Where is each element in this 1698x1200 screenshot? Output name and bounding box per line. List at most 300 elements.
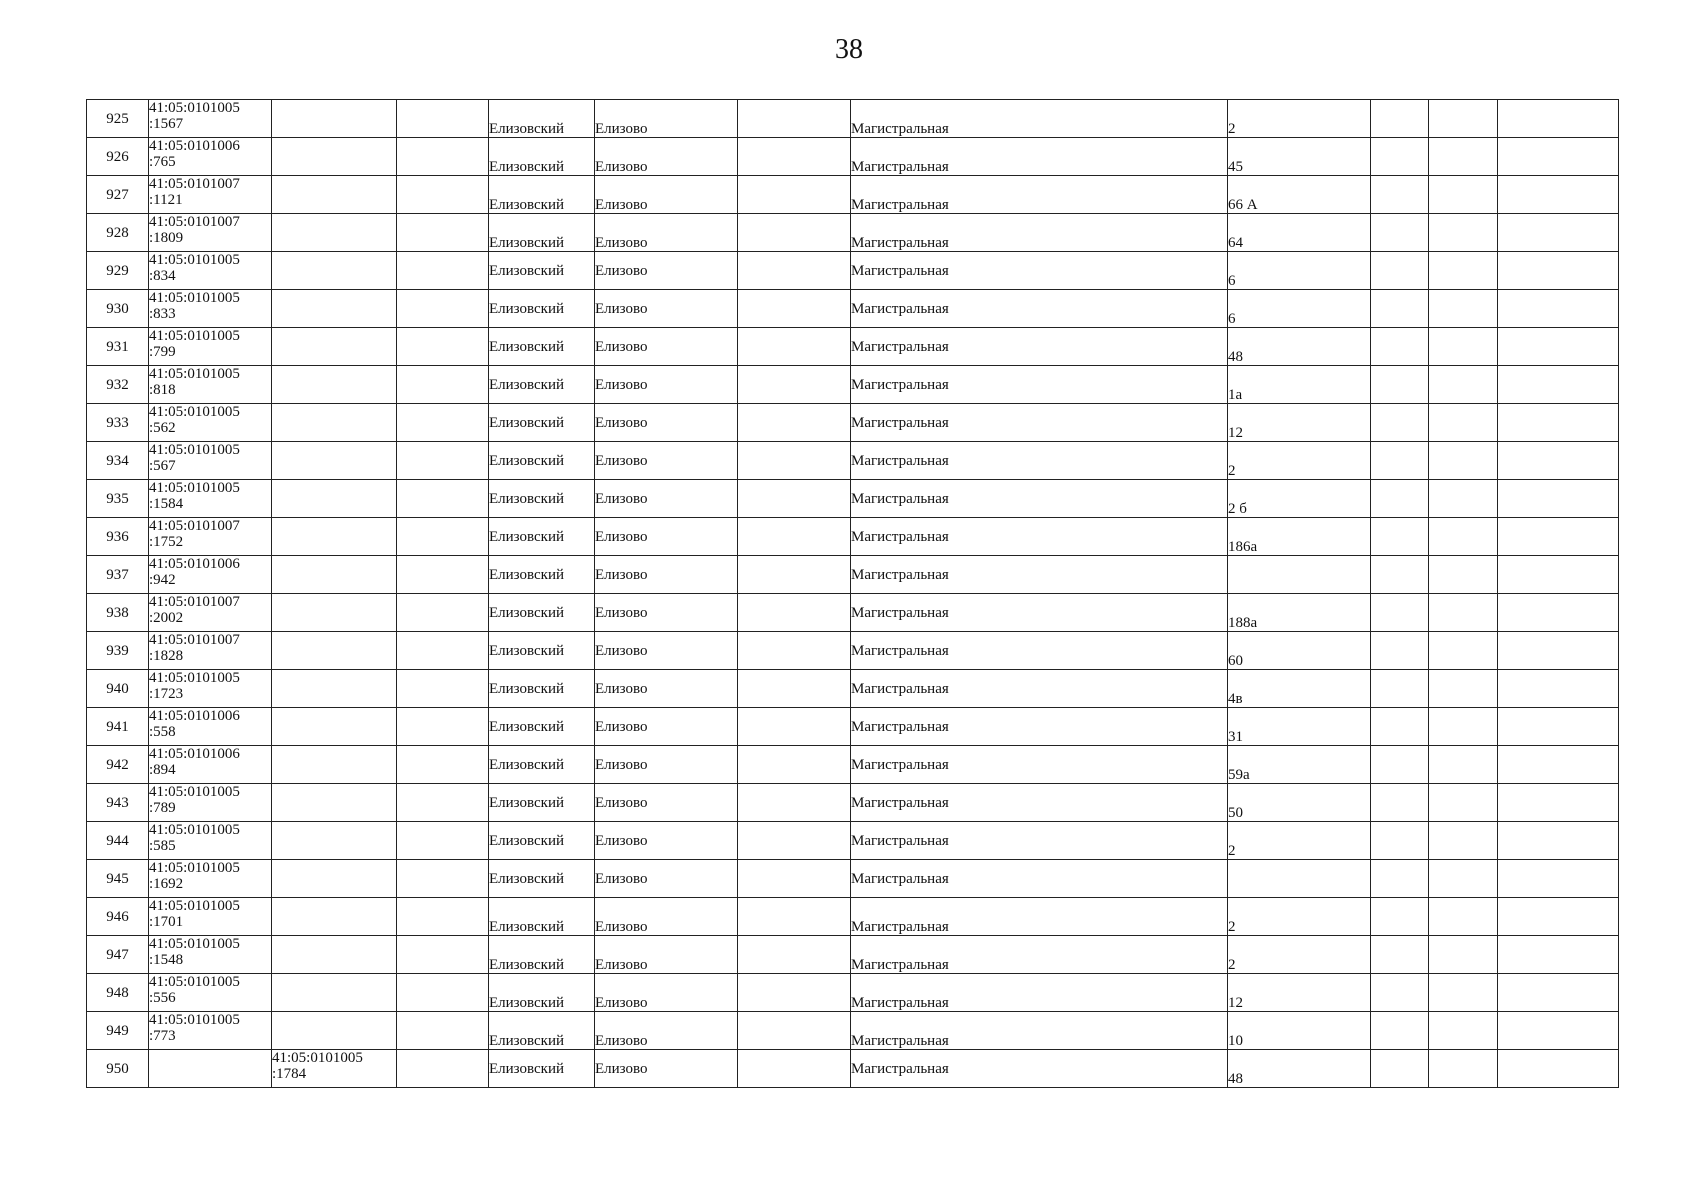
table-row	[87, 328, 1619, 366]
house-number-cell: 12	[1228, 974, 1371, 1012]
empty-cell	[1429, 860, 1498, 898]
empty-cell	[397, 594, 489, 632]
empty-cell	[1429, 1050, 1498, 1088]
district-cell: Елизовский	[489, 290, 595, 328]
empty-cell	[738, 214, 851, 252]
empty-cell	[738, 708, 851, 746]
street-cell: Магистральная	[851, 822, 1228, 860]
row-number: 950	[87, 1050, 149, 1088]
table-row	[87, 936, 1619, 974]
empty-cell	[1429, 974, 1498, 1012]
cadastral-number-line2: :818	[149, 382, 176, 398]
street-cell: Магистральная	[851, 746, 1228, 784]
empty-cell	[397, 138, 489, 176]
street-cell: Магистральная	[851, 860, 1228, 898]
empty-cell	[1371, 632, 1429, 670]
empty-cell	[738, 176, 851, 214]
cadastral-number-line2: :894	[149, 762, 176, 778]
empty-cell	[738, 328, 851, 366]
empty-cell	[1429, 100, 1498, 138]
district-cell: Елизовский	[489, 252, 595, 290]
cadastral-number-line1: 41:05:0101005	[149, 100, 240, 116]
table-row	[87, 556, 1619, 594]
empty-cell	[272, 974, 397, 1012]
cadastral-number-line2: :789	[149, 800, 176, 816]
page-number: 38	[835, 34, 863, 65]
empty-cell	[1429, 366, 1498, 404]
cadastral-number-line2: :799	[149, 344, 176, 360]
empty-cell	[1498, 1050, 1619, 1088]
house-number-cell: 60	[1228, 632, 1371, 670]
empty-cell	[272, 1012, 397, 1050]
cadastral-number-cell	[149, 366, 272, 404]
cadastral-number-line2: :1701	[149, 914, 184, 930]
city-cell: Елизово	[595, 708, 738, 746]
cadastral-number-line1: 41:05:0101005	[149, 328, 240, 344]
empty-cell	[149, 1050, 272, 1088]
table-row	[87, 594, 1619, 632]
empty-cell	[738, 670, 851, 708]
empty-cell	[1371, 860, 1429, 898]
street-cell: Магистральная	[851, 708, 1228, 746]
empty-cell	[738, 784, 851, 822]
cadastral-number-cell	[149, 974, 272, 1012]
district-cell: Елизовский	[489, 176, 595, 214]
house-number-cell: 2	[1228, 936, 1371, 974]
empty-cell	[1371, 442, 1429, 480]
empty-cell	[272, 632, 397, 670]
cadastral-number-line2: :1692	[149, 876, 184, 892]
empty-cell	[1371, 1050, 1429, 1088]
city-cell: Елизово	[595, 176, 738, 214]
empty-cell	[1498, 100, 1619, 138]
table-row	[87, 632, 1619, 670]
city-cell: Елизово	[595, 594, 738, 632]
cadastral-number-line1: 41:05:0101005	[149, 252, 240, 268]
cadastral-number-cell	[149, 138, 272, 176]
table-row	[87, 1012, 1619, 1050]
empty-cell	[1371, 898, 1429, 936]
empty-cell	[738, 442, 851, 480]
cadastral-number-line2: :1723	[149, 686, 184, 702]
house-number-cell: 48	[1228, 1050, 1371, 1088]
empty-cell	[397, 290, 489, 328]
table-row	[87, 518, 1619, 556]
house-number-cell: 50	[1228, 784, 1371, 822]
empty-cell	[1429, 822, 1498, 860]
empty-cell	[272, 480, 397, 518]
empty-cell	[738, 290, 851, 328]
cadastral-number-line1: 41:05:0101006	[149, 138, 240, 154]
empty-cell	[272, 176, 397, 214]
district-cell: Елизовский	[489, 442, 595, 480]
city-cell: Елизово	[595, 936, 738, 974]
city-cell: Елизово	[595, 518, 738, 556]
cadastral-number-line2: :942	[149, 572, 176, 588]
cadastral-number-cell	[149, 784, 272, 822]
house-number-cell: 186а	[1228, 518, 1371, 556]
empty-cell	[1429, 290, 1498, 328]
street-cell: Магистральная	[851, 1050, 1228, 1088]
row-number: 940	[87, 670, 149, 708]
empty-cell	[397, 518, 489, 556]
row-number: 941	[87, 708, 149, 746]
empty-cell	[738, 974, 851, 1012]
city-cell: Елизово	[595, 328, 738, 366]
cadastral-number-line2: :773	[149, 1028, 176, 1044]
empty-cell	[1371, 1012, 1429, 1050]
empty-cell	[1498, 746, 1619, 784]
table-row	[87, 860, 1619, 898]
cadastral-number-cell	[149, 822, 272, 860]
empty-cell	[1371, 822, 1429, 860]
empty-cell	[738, 366, 851, 404]
cadastral-number-cell	[149, 936, 272, 974]
table-row	[87, 290, 1619, 328]
street-cell: Магистральная	[851, 442, 1228, 480]
street-cell: Магистральная	[851, 404, 1228, 442]
cadastral-number-line1: 41:05:0101006	[149, 708, 240, 724]
empty-cell	[1498, 594, 1619, 632]
district-cell: Елизовский	[489, 632, 595, 670]
street-cell: Магистральная	[851, 252, 1228, 290]
empty-cell	[1429, 746, 1498, 784]
empty-cell	[272, 708, 397, 746]
empty-cell	[1371, 176, 1429, 214]
row-number: 936	[87, 518, 149, 556]
empty-cell	[397, 176, 489, 214]
district-cell: Елизовский	[489, 784, 595, 822]
cadastral-number-cell	[149, 214, 272, 252]
cadastral-number-line1: 41:05:0101005	[149, 784, 240, 800]
empty-cell	[1429, 328, 1498, 366]
empty-cell	[738, 822, 851, 860]
empty-cell	[1429, 1012, 1498, 1050]
street-cell: Магистральная	[851, 974, 1228, 1012]
district-cell: Елизовский	[489, 670, 595, 708]
cadastral-number-line1: 41:05:0101005	[149, 404, 240, 420]
empty-cell	[1429, 594, 1498, 632]
cadastral-number-cell	[149, 556, 272, 594]
house-number-cell: 66 А	[1228, 176, 1371, 214]
empty-cell	[738, 1012, 851, 1050]
empty-cell	[397, 746, 489, 784]
empty-cell	[1498, 442, 1619, 480]
table-row	[87, 366, 1619, 404]
empty-cell	[1371, 366, 1429, 404]
house-number-cell: 45	[1228, 138, 1371, 176]
empty-cell	[738, 518, 851, 556]
row-number: 932	[87, 366, 149, 404]
cadastral-number-cell	[149, 328, 272, 366]
empty-cell	[1429, 632, 1498, 670]
cadastral-number-cell	[149, 594, 272, 632]
empty-cell	[1429, 556, 1498, 594]
empty-cell	[1429, 898, 1498, 936]
empty-cell	[1498, 138, 1619, 176]
empty-cell	[397, 1050, 489, 1088]
district-cell: Елизовский	[489, 404, 595, 442]
cadastral-number-line1: 41:05:0101007	[149, 594, 240, 610]
table-row	[87, 138, 1619, 176]
empty-cell	[1371, 404, 1429, 442]
empty-cell	[1498, 556, 1619, 594]
cadastral-number-line2: :562	[149, 420, 176, 436]
empty-cell	[1429, 518, 1498, 556]
empty-cell	[738, 404, 851, 442]
table-row	[87, 252, 1619, 290]
cadastral-number-cell	[149, 176, 272, 214]
street-cell: Магистральная	[851, 936, 1228, 974]
cadastral-number-line2: :1548	[149, 952, 184, 968]
district-cell: Елизовский	[489, 860, 595, 898]
table-row	[87, 746, 1619, 784]
house-number-cell: 188а	[1228, 594, 1371, 632]
empty-cell	[1371, 746, 1429, 784]
row-number: 937	[87, 556, 149, 594]
cadastral-number-line1: 41:05:0101005	[149, 442, 240, 458]
row-number: 935	[87, 480, 149, 518]
row-number: 928	[87, 214, 149, 252]
empty-cell	[397, 822, 489, 860]
street-cell: Магистральная	[851, 784, 1228, 822]
cadastral-number-line1: 41:05:0101007	[149, 176, 240, 192]
empty-cell	[1429, 670, 1498, 708]
empty-cell	[397, 670, 489, 708]
house-number-cell: 2	[1228, 442, 1371, 480]
empty-cell	[397, 974, 489, 1012]
empty-cell	[1429, 936, 1498, 974]
empty-cell	[738, 632, 851, 670]
empty-cell	[1371, 708, 1429, 746]
empty-cell	[1371, 328, 1429, 366]
cadastral-number-line1: 41:05:0101005	[149, 1012, 240, 1028]
row-number: 943	[87, 784, 149, 822]
empty-cell	[1498, 632, 1619, 670]
empty-cell	[1371, 138, 1429, 176]
district-cell: Елизовский	[489, 974, 595, 1012]
city-cell: Елизово	[595, 1050, 738, 1088]
empty-cell	[397, 1012, 489, 1050]
street-cell: Магистральная	[851, 1012, 1228, 1050]
district-cell: Елизовский	[489, 822, 595, 860]
table-row	[87, 898, 1619, 936]
house-number-cell	[1228, 860, 1371, 898]
empty-cell	[272, 328, 397, 366]
row-number: 939	[87, 632, 149, 670]
empty-cell	[272, 822, 397, 860]
district-cell: Елизовский	[489, 214, 595, 252]
cadastral-number-line1: 41:05:0101005	[149, 480, 240, 496]
empty-cell	[1371, 670, 1429, 708]
empty-cell	[272, 138, 397, 176]
house-number-cell: 1а	[1228, 366, 1371, 404]
row-number: 938	[87, 594, 149, 632]
empty-cell	[738, 556, 851, 594]
empty-cell	[1429, 176, 1498, 214]
street-cell: Магистральная	[851, 898, 1228, 936]
empty-cell	[1498, 670, 1619, 708]
row-number: 947	[87, 936, 149, 974]
cadastral-number-line2: :567	[149, 458, 176, 474]
cadastral-number-line2: :1828	[149, 648, 184, 664]
row-number: 931	[87, 328, 149, 366]
empty-cell	[738, 898, 851, 936]
cadastral-number-cell	[149, 708, 272, 746]
empty-cell	[272, 784, 397, 822]
cadastral-number-cell	[149, 898, 272, 936]
empty-cell	[738, 746, 851, 784]
row-number: 949	[87, 1012, 149, 1050]
empty-cell	[1498, 214, 1619, 252]
empty-cell	[397, 328, 489, 366]
empty-cell	[1498, 366, 1619, 404]
city-cell: Елизово	[595, 784, 738, 822]
house-number-cell: 2 б	[1228, 480, 1371, 518]
cadastral-number-line1: 41:05:0101005	[149, 822, 240, 838]
empty-cell	[1498, 480, 1619, 518]
row-number: 944	[87, 822, 149, 860]
city-cell: Елизово	[595, 252, 738, 290]
street-cell: Магистральная	[851, 328, 1228, 366]
table-row	[87, 708, 1619, 746]
house-number-cell: 2	[1228, 898, 1371, 936]
cadastral-number-line2: :1584	[149, 496, 184, 512]
empty-cell	[272, 556, 397, 594]
street-cell: Магистральная	[851, 594, 1228, 632]
cadastral-number-cell	[149, 404, 272, 442]
city-cell: Елизово	[595, 556, 738, 594]
empty-cell	[1498, 822, 1619, 860]
table-row	[87, 404, 1619, 442]
cadastral-number-line2: :1809	[149, 230, 184, 246]
street-cell: Магистральная	[851, 480, 1228, 518]
empty-cell	[397, 708, 489, 746]
house-number-cell: 6	[1228, 290, 1371, 328]
city-cell: Елизово	[595, 214, 738, 252]
empty-cell	[1371, 290, 1429, 328]
district-cell: Елизовский	[489, 746, 595, 784]
district-cell: Елизовский	[489, 708, 595, 746]
empty-cell	[272, 746, 397, 784]
cadastral-number-line1: 41:05:0101007	[149, 518, 240, 534]
district-cell: Елизовский	[489, 138, 595, 176]
district-cell: Елизовский	[489, 518, 595, 556]
city-cell: Елизово	[595, 404, 738, 442]
empty-cell	[397, 784, 489, 822]
row-number: 929	[87, 252, 149, 290]
cadastral-number-line2: :1121	[149, 192, 183, 208]
empty-cell	[272, 670, 397, 708]
district-cell: Елизовский	[489, 898, 595, 936]
empty-cell	[1498, 252, 1619, 290]
cadastral-number-line1: 41:05:0101005	[272, 1050, 363, 1066]
empty-cell	[1498, 708, 1619, 746]
cadastral-number-cell	[149, 252, 272, 290]
city-cell: Елизово	[595, 100, 738, 138]
house-number-cell: 48	[1228, 328, 1371, 366]
district-cell: Елизовский	[489, 480, 595, 518]
house-number-cell: 4в	[1228, 670, 1371, 708]
city-cell: Елизово	[595, 974, 738, 1012]
table-row	[87, 176, 1619, 214]
empty-cell	[1498, 936, 1619, 974]
city-cell: Елизово	[595, 822, 738, 860]
cadastral-number-cell	[149, 480, 272, 518]
cadastral-number-line2: :765	[149, 154, 176, 170]
cadastral-number-cell	[272, 1050, 397, 1088]
city-cell: Елизово	[595, 366, 738, 404]
house-number-cell: 12	[1228, 404, 1371, 442]
empty-cell	[1429, 252, 1498, 290]
cadastral-number-cell	[149, 746, 272, 784]
cadastral-number-line1: 41:05:0101006	[149, 556, 240, 572]
cadastral-number-cell	[149, 1012, 272, 1050]
empty-cell	[397, 480, 489, 518]
city-cell: Елизово	[595, 442, 738, 480]
cadastral-number-line2: :1784	[272, 1066, 307, 1082]
empty-cell	[738, 480, 851, 518]
empty-cell	[1498, 860, 1619, 898]
empty-cell	[272, 936, 397, 974]
cadastral-number-line1: 41:05:0101005	[149, 366, 240, 382]
empty-cell	[1498, 290, 1619, 328]
table-row	[87, 822, 1619, 860]
district-cell: Елизовский	[489, 100, 595, 138]
empty-cell	[1498, 1012, 1619, 1050]
empty-cell	[1429, 480, 1498, 518]
empty-cell	[1371, 252, 1429, 290]
empty-cell	[397, 860, 489, 898]
empty-cell	[272, 594, 397, 632]
empty-cell	[397, 442, 489, 480]
empty-cell	[1371, 936, 1429, 974]
house-number-cell: 2	[1228, 822, 1371, 860]
cadastral-number-line1: 41:05:0101005	[149, 974, 240, 990]
cadastral-number-cell	[149, 518, 272, 556]
district-cell: Елизовский	[489, 936, 595, 974]
street-cell: Магистральная	[851, 518, 1228, 556]
empty-cell	[1429, 138, 1498, 176]
house-number-cell: 2	[1228, 100, 1371, 138]
cadastral-number-cell	[149, 442, 272, 480]
empty-cell	[272, 252, 397, 290]
empty-cell	[1498, 328, 1619, 366]
empty-cell	[1371, 594, 1429, 632]
cadastral-number-line1: 41:05:0101005	[149, 670, 240, 686]
cadastral-number-line1: 41:05:0101005	[149, 860, 240, 876]
table-row	[87, 974, 1619, 1012]
empty-cell	[1371, 100, 1429, 138]
table-row	[87, 214, 1619, 252]
house-number-cell: 31	[1228, 708, 1371, 746]
empty-cell	[397, 936, 489, 974]
street-cell: Магистральная	[851, 366, 1228, 404]
table-row	[87, 1050, 1619, 1088]
empty-cell	[738, 252, 851, 290]
cadastral-number-cell	[149, 290, 272, 328]
house-number-cell: 10	[1228, 1012, 1371, 1050]
cadastral-number-line1: 41:05:0101007	[149, 214, 240, 230]
street-cell: Магистральная	[851, 176, 1228, 214]
empty-cell	[738, 100, 851, 138]
table-row	[87, 442, 1619, 480]
district-cell: Елизовский	[489, 366, 595, 404]
empty-cell	[1429, 214, 1498, 252]
registry-table	[86, 99, 1619, 1088]
street-cell: Магистральная	[851, 632, 1228, 670]
empty-cell	[1498, 518, 1619, 556]
